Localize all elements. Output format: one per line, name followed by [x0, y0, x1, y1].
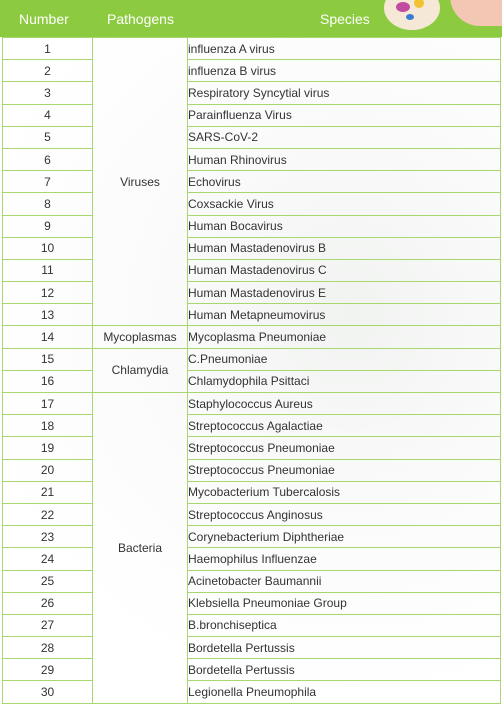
table-row	[3, 637, 501, 659]
species-name: Legionella Pneumophila	[188, 681, 501, 703]
row-number: 8	[3, 193, 93, 215]
table-row	[3, 548, 501, 570]
table-body	[3, 38, 501, 704]
species-name: influenza A virus	[188, 38, 501, 60]
table-row	[3, 171, 501, 193]
species-name: Streptococcus Pneumoniae	[188, 459, 501, 481]
row-number: 30	[3, 681, 93, 703]
pathogen-table	[2, 37, 501, 704]
table-row	[3, 503, 501, 525]
table-row	[3, 38, 501, 60]
species-name: influenza B virus	[188, 60, 501, 82]
row-number: 3	[3, 82, 93, 104]
row-number: 26	[3, 592, 93, 614]
table-row	[3, 259, 501, 281]
species-name: Parainfluenza Virus	[188, 104, 501, 126]
row-number: 17	[3, 393, 93, 415]
species-name: Streptococcus Pneumoniae	[188, 437, 501, 459]
header-number: Number	[19, 11, 69, 27]
species-name: Klebsiella Pneumoniae Group	[188, 592, 501, 614]
row-number: 19	[3, 437, 93, 459]
row-number: 9	[3, 215, 93, 237]
row-number: 23	[3, 526, 93, 548]
species-name: Streptococcus Agalactiae	[188, 415, 501, 437]
table-row	[3, 82, 501, 104]
row-number: 20	[3, 459, 93, 481]
row-number: 7	[3, 171, 93, 193]
table-row	[3, 659, 501, 681]
row-number: 18	[3, 415, 93, 437]
row-number: 14	[3, 326, 93, 348]
species-name: SARS-CoV-2	[188, 126, 501, 148]
table-row	[3, 370, 501, 392]
microbe-illustration	[384, 0, 440, 30]
decorative-shape	[450, 0, 502, 26]
table-row	[3, 681, 501, 703]
species-name: Haemophilus Influenzae	[188, 548, 501, 570]
species-name: Human Bocavirus	[188, 215, 501, 237]
table-header	[0, 0, 502, 37]
table-row	[3, 60, 501, 82]
table-row	[3, 304, 501, 326]
table-row	[3, 126, 501, 148]
row-number: 24	[3, 548, 93, 570]
row-number: 16	[3, 370, 93, 392]
species-name: Human Mastadenovirus B	[188, 237, 501, 259]
row-number: 12	[3, 282, 93, 304]
species-name: Staphylococcus Aureus	[188, 393, 501, 415]
table-row	[3, 215, 501, 237]
row-number: 4	[3, 104, 93, 126]
row-number: 1	[3, 38, 93, 60]
table-row	[3, 481, 501, 503]
pathogen-group: Viruses	[93, 38, 188, 326]
row-number: 10	[3, 237, 93, 259]
species-name: Bordetella Pertussis	[188, 659, 501, 681]
table-row	[3, 437, 501, 459]
species-name: Human Metapneumovirus	[188, 304, 501, 326]
table-row	[3, 104, 501, 126]
species-name: Human Mastadenovirus C	[188, 259, 501, 281]
species-name: Respiratory Syncytial virus	[188, 82, 501, 104]
row-number: 11	[3, 259, 93, 281]
row-number: 28	[3, 637, 93, 659]
table-row	[3, 282, 501, 304]
species-name: C.Pneumoniae	[188, 348, 501, 370]
species-name: B.bronchiseptica	[188, 614, 501, 636]
row-number: 25	[3, 570, 93, 592]
table-row	[3, 237, 501, 259]
table-row	[3, 415, 501, 437]
species-name: Mycobacterium Tubercalosis	[188, 481, 501, 503]
table-row	[3, 193, 501, 215]
table-row	[3, 459, 501, 481]
species-name: Bordetella Pertussis	[188, 637, 501, 659]
row-number: 5	[3, 126, 93, 148]
table-row	[3, 148, 501, 170]
table-row	[3, 570, 501, 592]
row-number: 13	[3, 304, 93, 326]
row-number: 6	[3, 148, 93, 170]
row-number: 22	[3, 503, 93, 525]
species-name: Human Mastadenovirus E	[188, 282, 501, 304]
row-number: 27	[3, 614, 93, 636]
species-name: Coxsackie Virus	[188, 193, 501, 215]
species-name: Streptococcus Anginosus	[188, 503, 501, 525]
pathogen-group: Mycoplasmas	[93, 326, 188, 348]
header-species: Species	[320, 11, 370, 27]
table-row	[3, 592, 501, 614]
table-row	[3, 393, 501, 415]
table-row	[3, 614, 501, 636]
species-name: Chlamydophila Psittaci	[188, 370, 501, 392]
row-number: 2	[3, 60, 93, 82]
species-name: Corynebacterium Diphtheriae	[188, 526, 501, 548]
header-pathogens: Pathogens	[107, 11, 174, 27]
row-number: 29	[3, 659, 93, 681]
pathogen-group: Bacteria	[93, 393, 188, 704]
row-number: 21	[3, 481, 93, 503]
species-name: Human Rhinovirus	[188, 148, 501, 170]
species-name: Echovirus	[188, 171, 501, 193]
table-row	[3, 348, 501, 370]
table-row	[3, 526, 501, 548]
species-name: Acinetobacter Baumannii	[188, 570, 501, 592]
row-number: 15	[3, 348, 93, 370]
pathogen-group: Chlamydia	[93, 348, 188, 392]
table-row	[3, 326, 501, 348]
species-name: Mycoplasma Pneumoniae	[188, 326, 501, 348]
